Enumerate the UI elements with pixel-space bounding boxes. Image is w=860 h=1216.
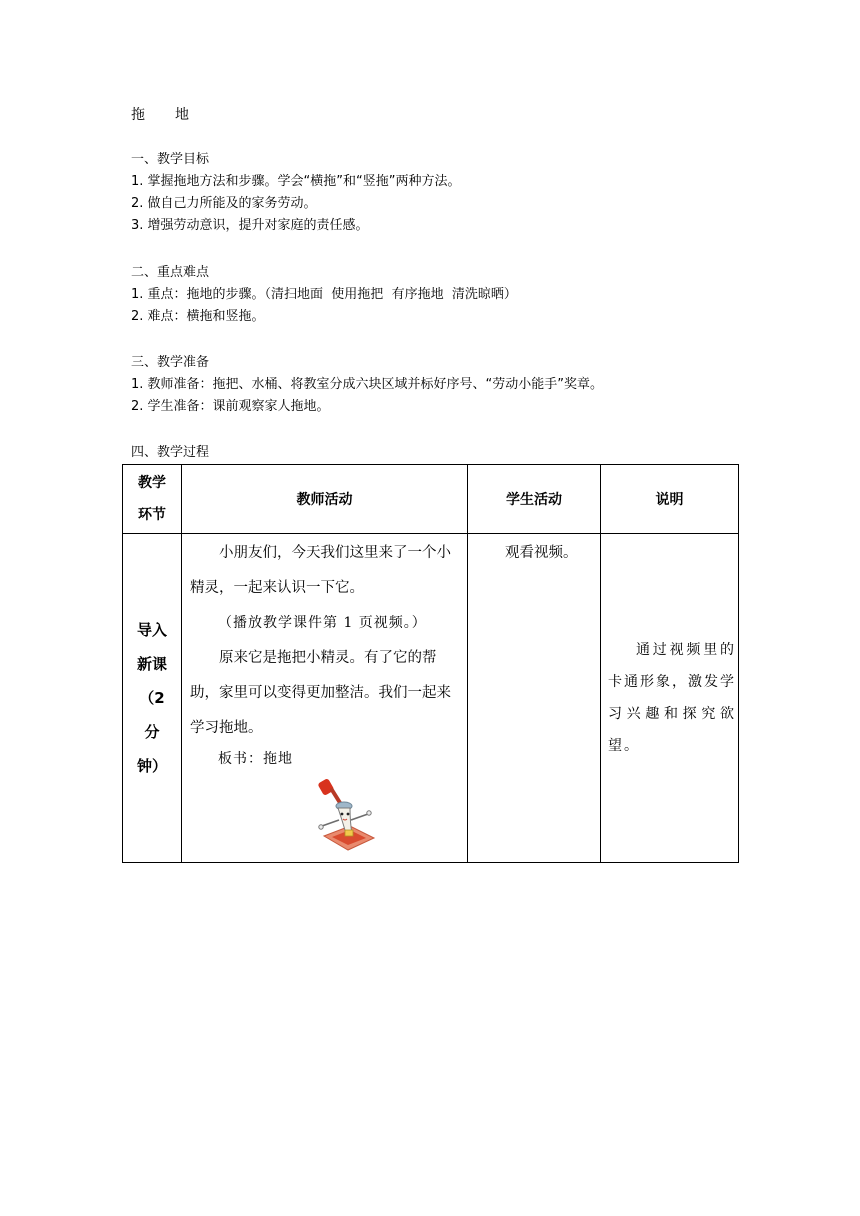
section-heading: 一、教学目标 <box>131 152 210 167</box>
list-item: 2. 学生准备：课前观察家人拖地。 <box>131 399 330 414</box>
stage-cell <box>123 534 182 863</box>
table-header-row <box>123 465 739 534</box>
page-title <box>131 104 189 124</box>
teacher-paragraph: （播放教学课件第 1 页视频。） <box>218 615 427 631</box>
teacher-paragraph: 原来它是拖把小精灵。有了它的帮助，家里可以变得更加整洁。我们一起来学习拖地。 <box>190 650 451 736</box>
stage-line: 分 <box>144 723 160 741</box>
stage-line: 导入 <box>136 621 167 639</box>
stage-line: （2 <box>139 689 165 707</box>
title-char-2: 地 <box>175 107 189 123</box>
stage-line: 新课 <box>136 655 167 673</box>
mop-character-icon <box>310 776 382 852</box>
section-heading: 二、重点难点 <box>131 265 210 280</box>
title-char-1: 拖 <box>131 107 145 123</box>
list-item: 3. 增强劳动意识，提升对家庭的责任感。 <box>131 218 369 233</box>
list-item: 2. 难点：横拖和竖拖。 <box>131 309 265 324</box>
board-note: 板书：拖地 <box>218 751 293 767</box>
teacher-paragraph: 小朋友们，今天我们这里来了一个小精灵，一起来认识一下它。 <box>190 545 451 596</box>
student-activity-cell <box>468 534 601 863</box>
list-item: 1. 掌握拖地方法和步骤。学会“横拖”和“竖拖”两种方法。 <box>131 174 461 189</box>
header-student: 学生活动 <box>468 465 601 534</box>
list-item: 2. 做自己力所能及的家务劳动。 <box>131 196 317 211</box>
section-heading: 四、教学过程 <box>131 445 210 460</box>
note-text: 通过视频里的卡通形象，激发学习兴趣和探究欲望。 <box>608 642 736 754</box>
section-key-points <box>131 262 517 328</box>
header-stage-line: 环节 <box>138 507 166 523</box>
lesson-table <box>122 464 739 863</box>
section-process <box>131 442 209 464</box>
table-row <box>123 534 739 863</box>
section-heading: 三、教学准备 <box>131 355 210 370</box>
student-activity-text: 观看视频。 <box>505 545 578 561</box>
header-note: 说明 <box>601 465 739 534</box>
stage-line: 钟） <box>136 757 167 775</box>
note-cell <box>601 534 739 863</box>
list-item: 1. 教师准备：拖把、水桶、将教室分成六块区域并标好序号、“劳动小能手”奖章。 <box>131 377 604 392</box>
header-stage-line: 教学 <box>138 475 166 491</box>
section-preparation <box>131 352 603 418</box>
header-stage <box>123 465 182 534</box>
section-goals <box>131 149 460 237</box>
list-item: 1. 重点：拖地的步骤。（清扫地面 使用拖把 有序拖地 清洗晾晒） <box>131 287 517 302</box>
header-teacher: 教师活动 <box>182 465 468 534</box>
teacher-activity-cell <box>182 534 468 863</box>
